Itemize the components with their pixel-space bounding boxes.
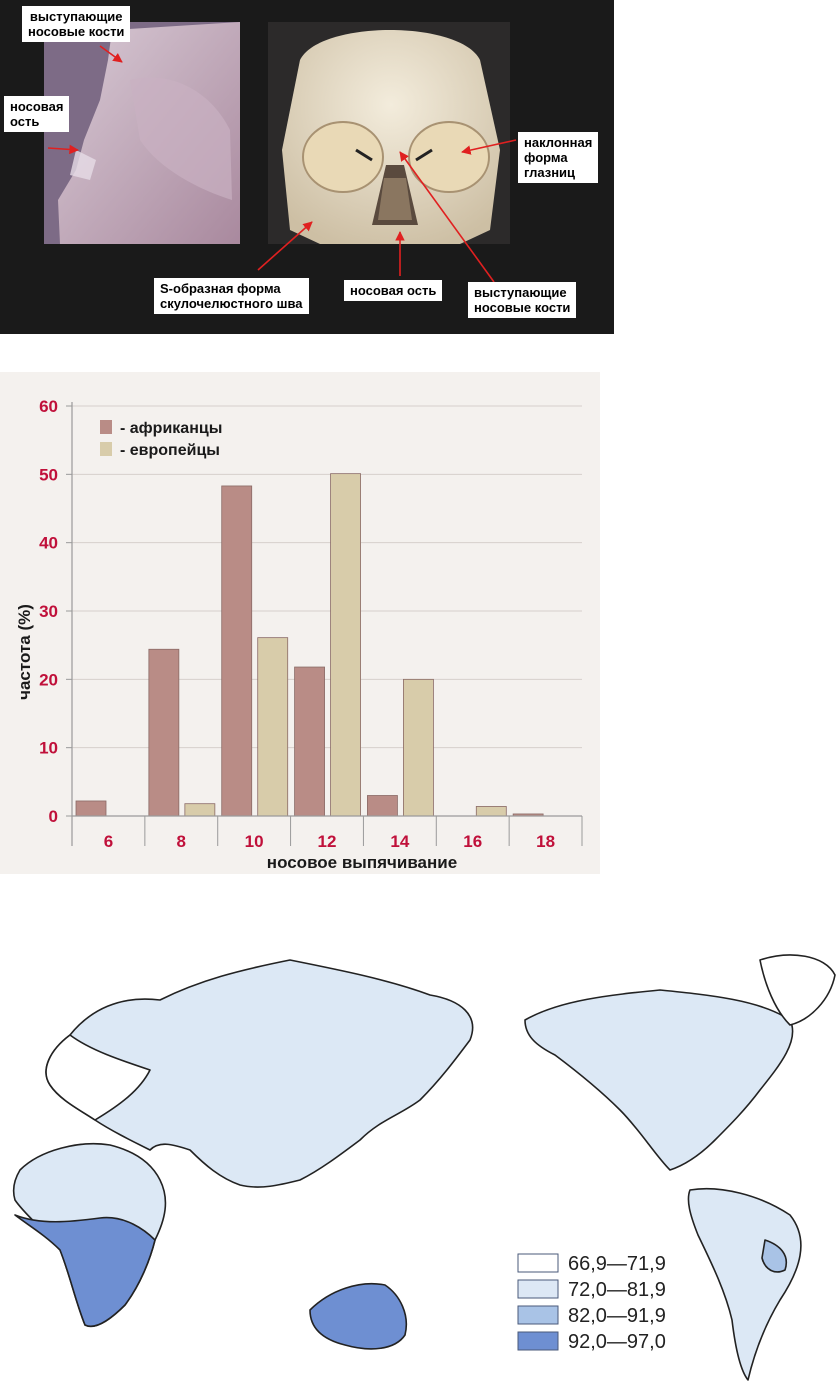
label-nasal-bones-top: выступающие носовые кости (22, 6, 130, 42)
x-tick-label: 14 (390, 832, 410, 851)
label-nasal-bones-bottom: выступающие носовые кости (468, 282, 576, 318)
bar-africans (76, 801, 106, 816)
x-tick-label: 10 (244, 832, 264, 851)
chart-x-axis-label: носовое выпячивание (266, 853, 458, 872)
legend-swatch-africans (100, 420, 112, 434)
x-tick-label: 12 (317, 832, 337, 851)
map-legend-swatch-2 (518, 1280, 558, 1298)
map-legend-label-3: 82,0—91,9 (568, 1305, 666, 1327)
legend-swatch-europeans (100, 442, 112, 456)
label-zygomaxillary: S-образная форма скулочелюстного шва (154, 278, 309, 314)
map-legend-swatch-1 (518, 1254, 558, 1272)
map-legend-swatch-4 (518, 1332, 558, 1350)
y-tick-label: 20 (39, 670, 58, 690)
map-legend-swatch-3 (518, 1306, 558, 1324)
y-tick-label: 60 (39, 397, 58, 416)
x-tick-label: 8 (176, 832, 187, 851)
bar-europeans (185, 804, 215, 816)
skull-lateral-photo (44, 22, 240, 244)
legend-label-europeans: - европейцы (120, 442, 220, 459)
y-tick-label: 40 (39, 533, 58, 553)
bar-europeans (403, 679, 433, 816)
bar-africans (222, 486, 252, 816)
x-tick-label: 18 (536, 832, 556, 851)
y-tick-label: 0 (48, 807, 58, 826)
bar-europeans (476, 806, 506, 816)
skull-frontal-photo (268, 22, 510, 244)
chart-y-axis-label: частота (%) (15, 604, 34, 700)
label-nasal-spine-left: носовая ость (4, 96, 69, 132)
bar-europeans (331, 474, 361, 816)
y-tick-label: 30 (39, 602, 58, 621)
legend-label-africans: - африканцы (120, 420, 223, 437)
label-nasal-spine-bottom: носовая ость (344, 280, 442, 301)
map-legend-label-2: 72,0—81,9 (568, 1279, 666, 1301)
bar-africans (295, 667, 325, 816)
bar-europeans (258, 638, 288, 816)
bar-africans (367, 796, 397, 817)
map-legend-label-1: 66,9—71,9 (568, 1253, 666, 1275)
map-legend-label-4: 92,0—97,0 (568, 1331, 666, 1353)
x-tick-label: 16 (463, 832, 483, 851)
y-tick-label: 10 (39, 738, 58, 758)
y-tick-label: 50 (39, 465, 58, 485)
world-map (0, 940, 838, 1393)
bar-africans (149, 649, 179, 816)
label-orbits: наклонная форма глазниц (518, 132, 598, 183)
x-tick-label: 6 (103, 832, 114, 851)
nasal-protrusion-chart (0, 372, 600, 874)
